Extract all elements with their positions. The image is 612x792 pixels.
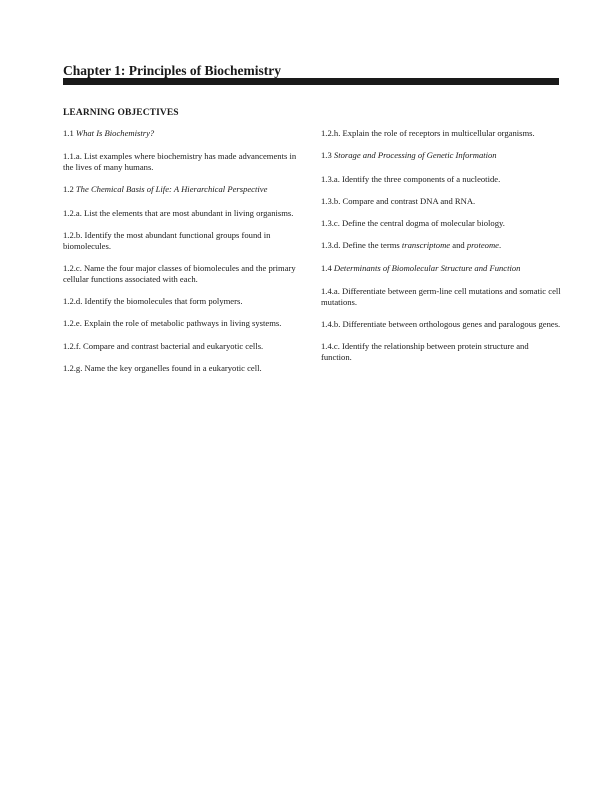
learning-objectives-heading: LEARNING OBJECTIVES [63,108,179,118]
section-1-3 [321,150,561,161]
section-1-1 [63,128,308,139]
section-number: 1.2 [63,184,74,195]
objective-1-2-f: 1.2.f. Compare and contrast bacterial and eukaryotic cells. [63,340,264,351]
objective-1-4-c: 1.4.c. Identify the relationship between protein structure and function. [321,341,529,363]
objective-1-2-d: 1.2.d. Identify the biomolecules that form polymers. [63,296,243,307]
objective-1-4-b: 1.4.b. Differentiate between orthologous genes and paralogous genes. [321,319,561,330]
objective-text: 1.3.d. Define the terms [321,240,402,251]
objective-1-3-b: 1.3.b. Compare and contrast DNA and RNA. [321,195,476,206]
section-title: What Is Biochemistry? [75,128,155,138]
section-number: 1.3 [321,150,332,161]
section-title: The Chemical Basis of Life: A Hierarchical Perspective [75,184,268,195]
section-1-2 [63,184,308,195]
objective-1-3-a: 1.3.a. Identify the three components of a nucleotide. [321,173,501,184]
objective-1-2-g: 1.2.g. Name the key organelles found in a eukaryotic cell. [63,363,262,374]
section-title: Storage and Processing of Genetic Information [333,150,497,161]
section-title: Determinants of Biomolecular Structure and Function [333,262,521,273]
objective-1-2-b: 1.2.b. Identify the most abundant functional groups found in biomolecules. [63,229,271,251]
objective-1-2-a: 1.2.a. List the elements that are most abundant in living organisms. [63,207,294,218]
objective-1-2-c: 1.2.c. Name the four major classes of biomolecules and the primary cellular functions associated with each. [63,263,296,284]
term-proteome: proteome [466,240,499,251]
section-1-4 [321,263,561,274]
objective-1-3-c: 1.3.c. Define the central dogma of molecular biology. [321,218,505,229]
objective-1-4-a: 1.4.a. Differentiate between germ-line cell mutations and somatic cell mutations. [321,286,561,307]
left-column [63,128,308,385]
chapter-title: Chapter 1: Principles of Biochemistry [63,63,281,78]
right-column [321,128,561,375]
objective-1-1-a: 1.1.a. List examples where biochemistry has made advancements in the lives of many humans. [63,151,297,173]
objective-1-3-d [321,240,561,251]
title-rule [63,78,559,85]
section-number: 1.4 [321,262,332,273]
objective-text: and [450,240,467,251]
objective-text: . [498,240,502,251]
objective-1-2-e: 1.2.e. Explain the role of metabolic pathways in living systems. [63,318,282,329]
section-number: 1.1 [63,128,74,138]
objective-1-2-h: 1.2.h. Explain the role of receptors in multicellular organisms. [321,128,535,138]
term-transcriptome: transcriptome [401,240,451,251]
